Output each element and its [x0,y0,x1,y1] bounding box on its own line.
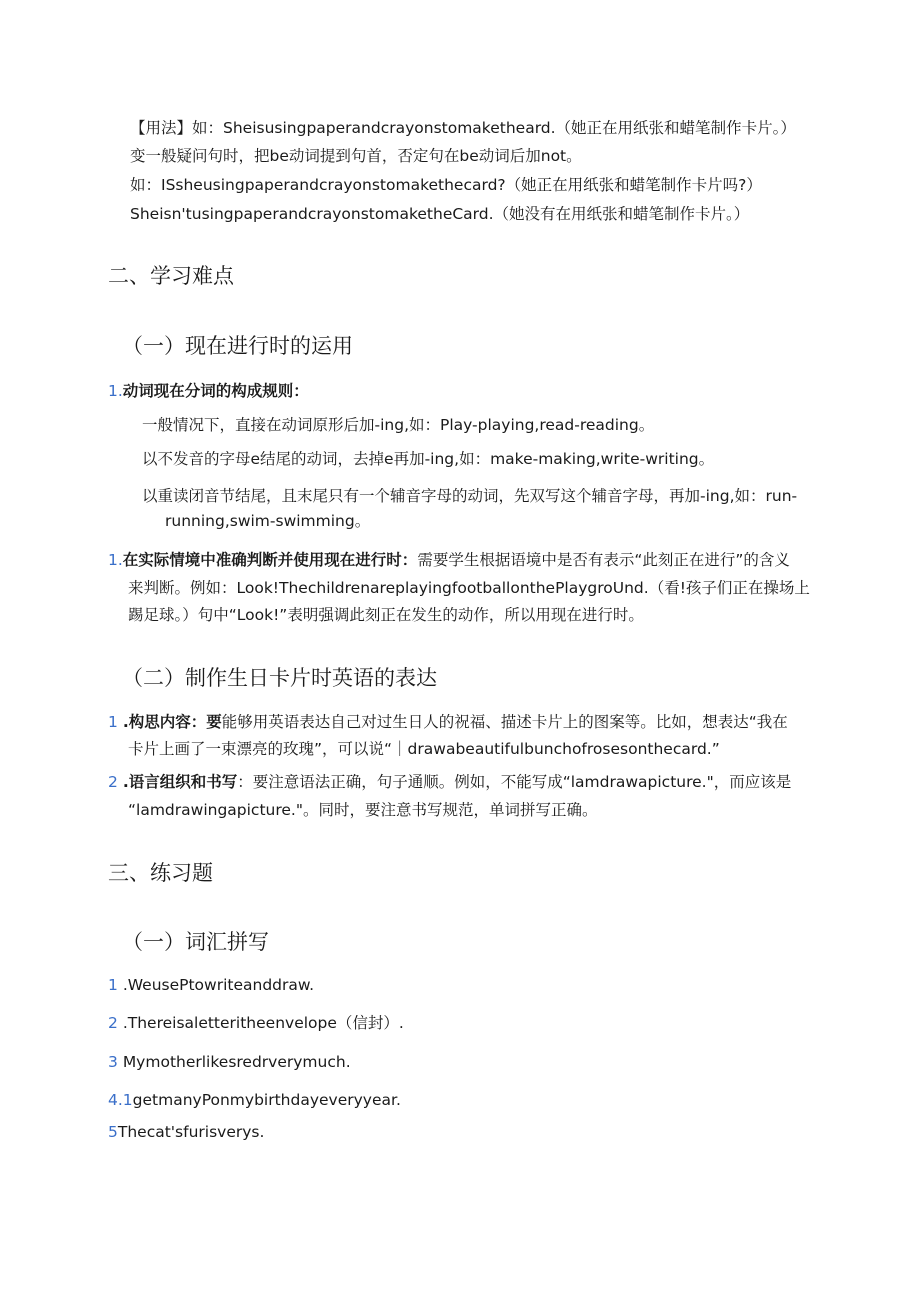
question-text: .Thereisaletteritheenvelope（信封）. [122,1014,404,1032]
usage-line-3: 如：ISsheusingpaperandcrayonstomakethecard?（她正在用纸张和蜡笔制作卡片吗?） [130,176,762,194]
question-number: 5 [108,1123,118,1141]
section-heading-exercises: 三、练习题 [108,861,213,885]
question-text: .WeusePtowriteanddraw. [122,976,315,994]
question-item [108,1052,351,1072]
question-text: getmanyPonmybirthdayeveryyear. [132,1091,401,1109]
item-text-line-2: “lamdrawingapicture."。同时，要注意书写规范，单词拼写正确。 [128,801,598,819]
rule-line-3b: running,swim-swimming。 [165,512,371,530]
subsection-heading-present-continuous: （一）现在进行时的运用 [122,334,353,358]
item-label: .语言组织和书写 [122,773,238,791]
list-item [108,712,788,732]
item-text: 能够用英语表达自己对过生日人的祝福、描述卡片上的图案等。比如，想表达“我在 [221,713,788,731]
list-item [108,550,790,570]
subsection-heading-birthday-card: （二）制作生日卡片时英语的表达 [122,666,437,690]
question-item [108,1013,404,1033]
item-text: 需要学生根据语境中是否有表示“此刻正在进行”的含义 [417,551,790,569]
list-item [108,772,791,792]
question-text: Mymotherlikesredrverymuch. [122,1053,351,1071]
usage-line-2: 变一般疑问句时，把be动词提到句首，否定句在be动词后加not。 [130,147,582,165]
question-number: 4.1 [108,1091,133,1109]
item-label: 动词现在分词的构成规则： [122,382,309,400]
item-number: 1 [108,713,118,731]
item-number: 1. [108,382,123,400]
section-heading-difficulties: 二、学习难点 [108,264,234,288]
rule-line-1: 一般情况下，直接在动词原形后加-ing,如：Play-playing,read-reading。 [142,416,655,434]
item-number: 1. [108,551,123,569]
subsection-heading-vocabulary: （一）词汇拼写 [122,930,269,954]
item-text-line-2: 卡片上画了一束漂亮的玫瑰”，可以说“｜drawabeautifulbunchofrosesonthecard.” [128,740,720,758]
question-text: Thecat'sfurisverys. [117,1123,265,1141]
usage-line-4: Sheisn'tusingpaperandcrayonstomaketheCard.（她没有在用纸张和蜡笔制作卡片。） [130,205,750,223]
rule-line-2: 以不发音的字母e结尾的动词，去掉e再加-ing,如：make-making,write-writing。 [142,450,715,468]
item-text-line-2: 来判断。例如：Look!ThechildrenareplayingfootballonthePlaygroUnd.（看!孩子们正在操场上 [128,579,810,597]
question-item [108,975,314,995]
question-number: 3 [108,1053,118,1071]
usage-line-1: 【用法】如：Sheisusingpaperandcrayonstomaketheard.（她正在用纸张和蜡笔制作卡片。） [130,119,796,137]
item-label: .构思内容： [122,713,207,731]
item-number: 2 [108,773,118,791]
rule-line-3a: 以重读闭音节结尾，且末尾只有一个辅音字母的动词，先双写这个辅音字母，再加-ing,如：run- [142,487,798,505]
question-number: 2 [108,1014,118,1032]
item-text-line-3: 踢足球。）句中“Look!”表明强调此刻正在发生的动作，所以用现在进行时。 [128,606,644,624]
list-item [108,381,309,401]
item-text: ：要注意语法正确，句子通顺。例如，不能写成“lamdrawapicture."，而应该是 [237,773,792,791]
question-item [108,1122,264,1142]
item-label: 在实际情境中准确判断并使用现在进行时： [122,551,418,569]
item-text-bold: 要 [206,713,222,731]
question-item [108,1090,401,1110]
question-number: 1 [108,976,118,994]
